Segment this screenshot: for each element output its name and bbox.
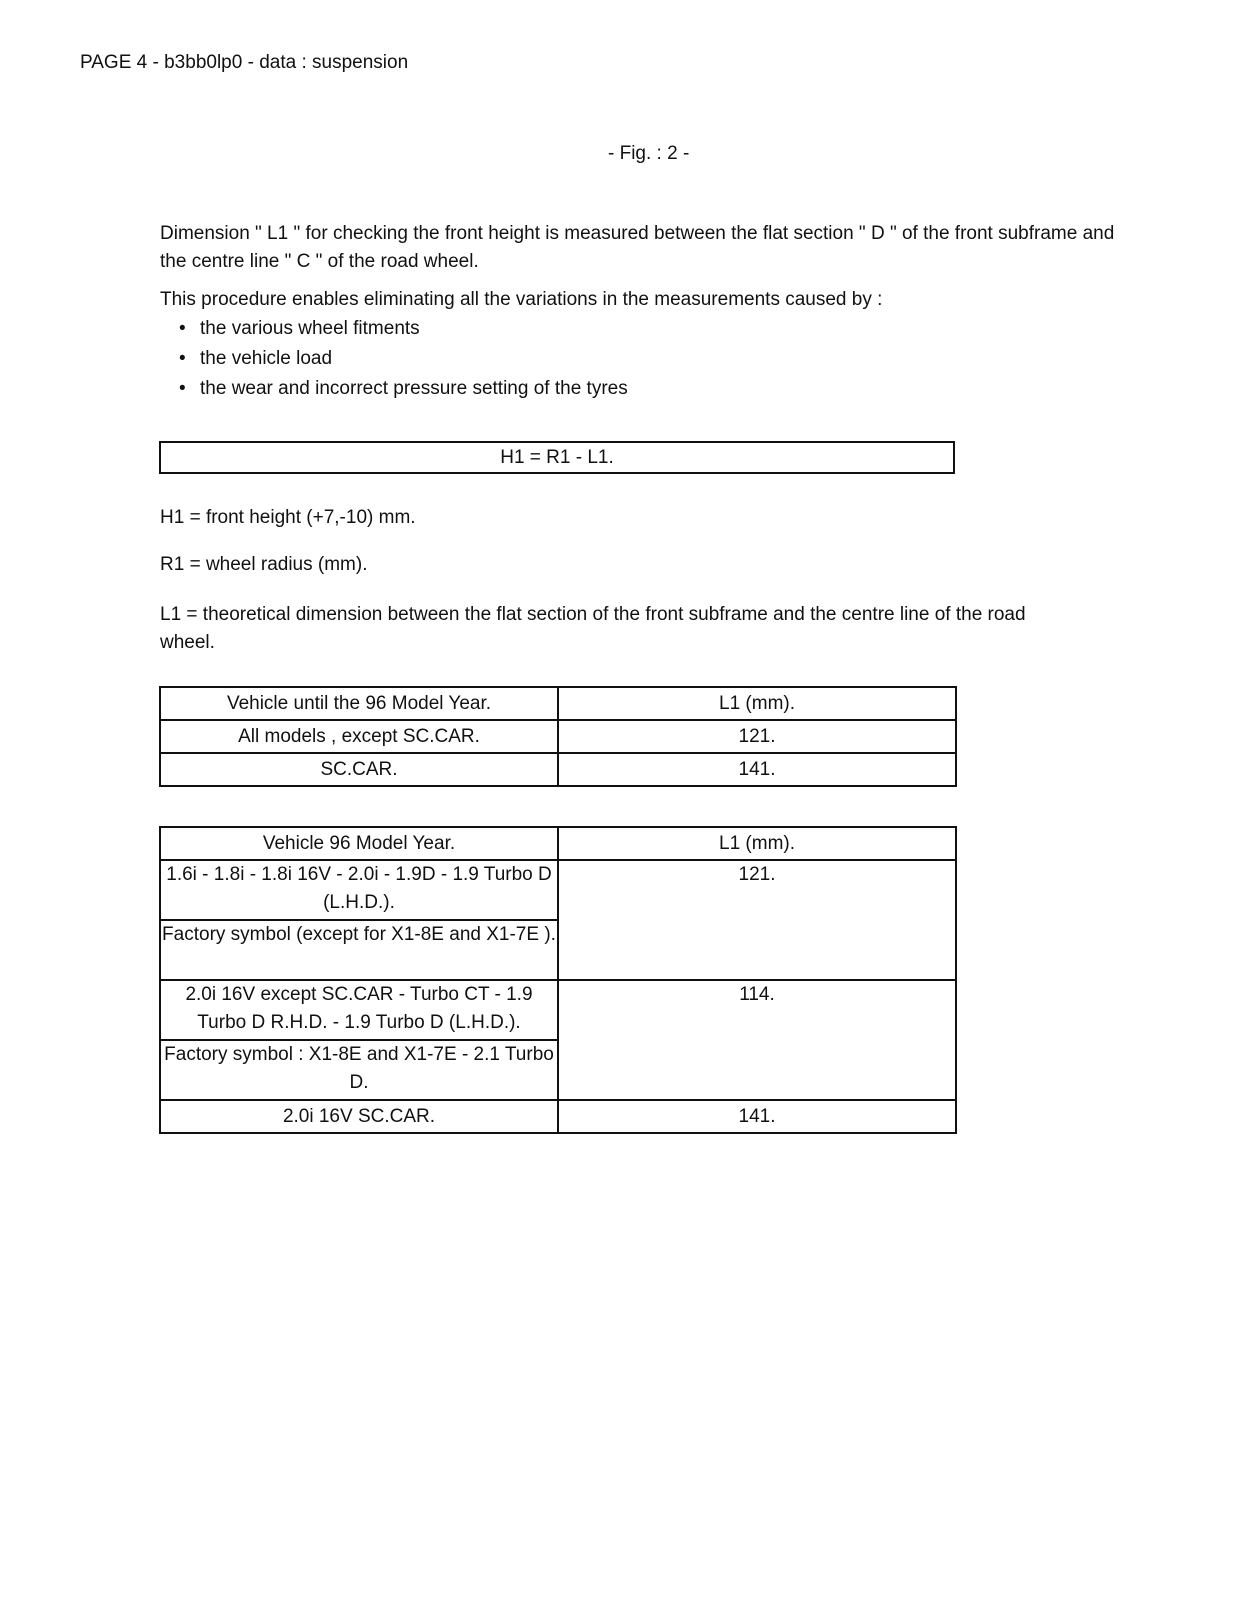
l1-table-96 bbox=[159, 826, 957, 1134]
bullet-dot-icon: • bbox=[179, 318, 186, 339]
bullet-dot-icon: • bbox=[179, 348, 186, 369]
vehicle-cell: Factory symbol (except for X1-8E and X1-7E ). bbox=[160, 920, 558, 980]
bullet-dot-icon: • bbox=[179, 378, 186, 399]
vehicle-cell: 2.0i 16V except SC.CAR - Turbo CT - 1.9 Turbo D R.H.D. - 1.9 Turbo D (L.H.D.). bbox=[160, 980, 558, 1040]
vehicle-cell: Factory symbol : X1-8E and X1-7E - 2.1 Turbo D. bbox=[160, 1040, 558, 1100]
vehicle-cell: 2.0i 16V SC.CAR. bbox=[160, 1100, 558, 1133]
table-row bbox=[160, 720, 956, 753]
table-row bbox=[160, 753, 956, 786]
bullet-text: the vehicle load bbox=[200, 348, 333, 369]
table-header-l1: L1 (mm). bbox=[558, 687, 956, 720]
table-header-vehicle: Vehicle until the 96 Model Year. bbox=[160, 687, 558, 720]
table-header-vehicle: Vehicle 96 Model Year. bbox=[160, 827, 558, 860]
bullet-item bbox=[160, 374, 628, 404]
vehicle-cell: 1.6i - 1.8i - 1.8i 16V - 2.0i - 1.9D - 1.9 Turbo D (L.H.D.). bbox=[160, 860, 558, 920]
intro-paragraph-1: Dimension " L1 " for checking the front height is measured between the flat section " D " of the front subframe and the centre line " C " of the road wheel. bbox=[160, 223, 1115, 272]
table-row bbox=[160, 980, 956, 1040]
l1-cell: 121. bbox=[558, 720, 956, 753]
variation-bullet-list bbox=[160, 314, 628, 404]
figure-label: - Fig. : 2 - bbox=[608, 143, 690, 164]
vehicle-cell: SC.CAR. bbox=[160, 753, 558, 786]
l1-cell: 141. bbox=[558, 753, 956, 786]
bullet-text: the various wheel fitments bbox=[200, 318, 420, 339]
bullet-item bbox=[160, 344, 628, 374]
definition-l1: L1 = theoretical dimension between the flat section of the front subframe and the centre line of the road wheel. bbox=[160, 604, 1026, 653]
table-row bbox=[160, 860, 956, 920]
l1-table-pre-96 bbox=[159, 686, 957, 787]
definition-r1: R1 = wheel radius (mm). bbox=[160, 554, 368, 575]
formula-box: H1 = R1 - L1. bbox=[159, 441, 955, 474]
intro-paragraph-2: This procedure enables eliminating all the variations in the measurements caused by : bbox=[160, 289, 883, 310]
bullet-item bbox=[160, 314, 628, 344]
l1-cell: 141. bbox=[558, 1100, 956, 1133]
table-header-row bbox=[160, 687, 956, 720]
page-header: PAGE 4 - b3bb0lp0 - data : suspension bbox=[80, 52, 409, 73]
l1-cell: 114. bbox=[558, 980, 956, 1100]
table-row bbox=[160, 1100, 956, 1133]
l1-cell: 121. bbox=[558, 860, 956, 980]
definition-h1: H1 = front height (+7,-10) mm. bbox=[160, 507, 416, 528]
vehicle-cell: All models , except SC.CAR. bbox=[160, 720, 558, 753]
table-header-row bbox=[160, 827, 956, 860]
table-header-l1: L1 (mm). bbox=[558, 827, 956, 860]
bullet-text: the wear and incorrect pressure setting of the tyres bbox=[200, 378, 628, 399]
